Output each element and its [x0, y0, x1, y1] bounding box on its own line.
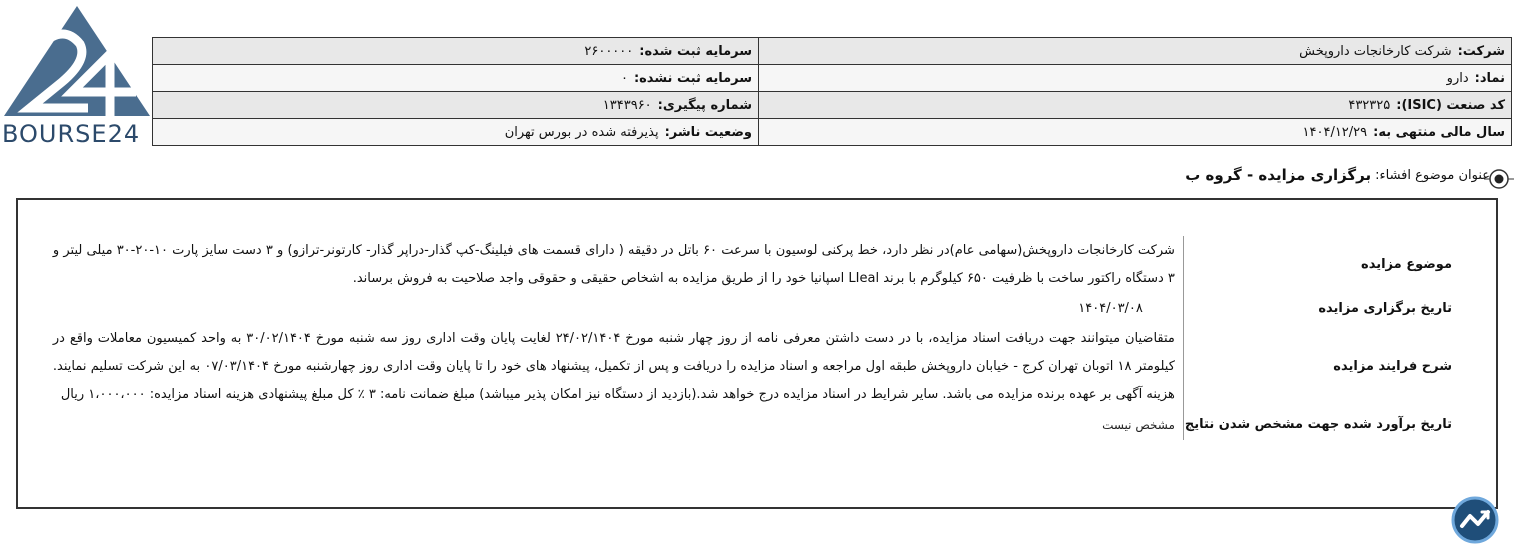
- tracking-number-value: ۱۳۴۳۹۶۰: [602, 97, 652, 113]
- auction-process-key: شرح فرایند مزایده: [1183, 324, 1458, 410]
- disclosure-title: [1185, 166, 1490, 184]
- disclosure-title-value: برگزاری مزایده - گروه ب: [1185, 166, 1372, 184]
- publisher-status-label: وضعیت ناشر:: [664, 124, 752, 140]
- company-label: شرکت:: [1457, 43, 1505, 59]
- symbol-value: دارو: [1446, 70, 1469, 86]
- unregistered-capital-value: ۰: [620, 70, 628, 86]
- tracking-number-cell: [153, 92, 759, 119]
- results-date-key: تاریخ برآورد شده جهت مشخص شدن نتایج: [1183, 410, 1458, 440]
- auction-subject-value: شرکت کارخانجات داروپخش(سهامی عام)در نظر دارد، خط پرکنی لوسیون با سرعت ۶۰ باتل در دقیقه ( دارای قسمت های فیلینگ-کپ گذار-دراپر گذار- کارتونر-ترازو) و ۳ دست سایز پارت ۱۰-۲۰-۳۰ میلی لیتر و ۳ دستگاه راکتور ساخت با ظرفیت ۶۵۰ کیلوگرم با برند LIeal اسپانیا خود را از طریق مزایده به اشخاص حقیقی و حقوقی واجد صلاحیت به فروش برساند.: [52, 243, 1175, 286]
- fiscal-year-cell: [759, 119, 1512, 146]
- registered-capital-cell: [153, 38, 759, 65]
- symbol-cell: [759, 65, 1512, 92]
- company-value: شرکت کارخانجات داروپخش: [1299, 43, 1452, 59]
- company-info-table: [152, 37, 1512, 146]
- disclosure-title-label: عنوان موضوع افشاء:: [1375, 167, 1490, 183]
- auction-details-table: [52, 236, 1458, 440]
- info-row: [153, 65, 1512, 92]
- info-row: [153, 38, 1512, 65]
- publisher-status-cell: [153, 119, 759, 146]
- registered-capital-value: ۲۶۰۰۰۰۰: [584, 43, 634, 59]
- logo-wordmark: BOURSE24: [2, 120, 141, 148]
- registered-capital-label: سرمایه ثبت شده:: [639, 43, 752, 59]
- fiscal-year-label: سال مالی منتهی به:: [1373, 124, 1505, 140]
- tracking-number-label: شماره پیگیری:: [657, 97, 752, 113]
- publisher-status-value: پذیرفته شده در بورس تهران: [504, 124, 659, 140]
- symbol-label: نماد:: [1474, 70, 1505, 86]
- info-row: [153, 92, 1512, 119]
- results-date-value: مشخص نیست: [1102, 418, 1175, 432]
- detail-row: [52, 410, 1458, 440]
- fiscal-year-value: ۱۴۰۴/۱۲/۲۹: [1302, 124, 1368, 140]
- chart-trend-icon[interactable]: [1450, 496, 1500, 544]
- isic-label: کد صنعت (ISIC):: [1396, 97, 1505, 113]
- detail-row: [52, 236, 1458, 294]
- isic-value: ۴۳۲۳۲۵: [1348, 97, 1391, 113]
- isic-cell: [759, 92, 1512, 119]
- unregistered-capital-label: سرمایه ثبت نشده:: [633, 70, 752, 86]
- company-cell: [759, 38, 1512, 65]
- detail-row: [52, 294, 1458, 324]
- detail-row: [52, 324, 1458, 410]
- auction-date-key: تاریخ برگزاری مزایده: [1183, 294, 1458, 324]
- auction-process-value: متقاضیان میتوانند جهت دریافت اسناد مزایده، با در دست داشتن معرفی نامه از روز چهار شنبه مورخ ۲۴/۰۲/۱۴۰۴ لغایت پایان وقت اداری روز سه شنبه مورخ ۳۰/۰۲/۱۴۰۴ به واحد کمیسیون معاملات واقع در کیلومتر ۱۸ اتوبان تهران کرج - خیابان داروپخش طبقه اول مراجعه و اسناد مزایده را دریافت و پس از تکمیل، پیشنهاد های خود را تا پایان وقت اداری روز چهارشنبه مورخ ۰۷/۰۳/۱۴۰۴ به این شرکت تسلیم نمایند. هزینه آگهی بر عهده برنده مزایده می باشد. سایر شرایط در اسناد مزایده درج خواهد شد.(بازدید از دستگاه نیز امکان پذیر میباشد) مبلغ ضمانت نامه: ۳ ٪ کل مبلغ پیشنهادی هزینه اسناد مزایده: ۱،۰۰۰،۰۰۰ ریال: [52, 331, 1175, 402]
- auction-date-value: ۱۴۰۴/۰۳/۰۸: [1078, 301, 1143, 316]
- info-row: [153, 119, 1512, 146]
- unregistered-capital-cell: [153, 65, 759, 92]
- auction-details-box: [16, 198, 1498, 509]
- auction-subject-key: موضوع مزایده: [1183, 236, 1458, 294]
